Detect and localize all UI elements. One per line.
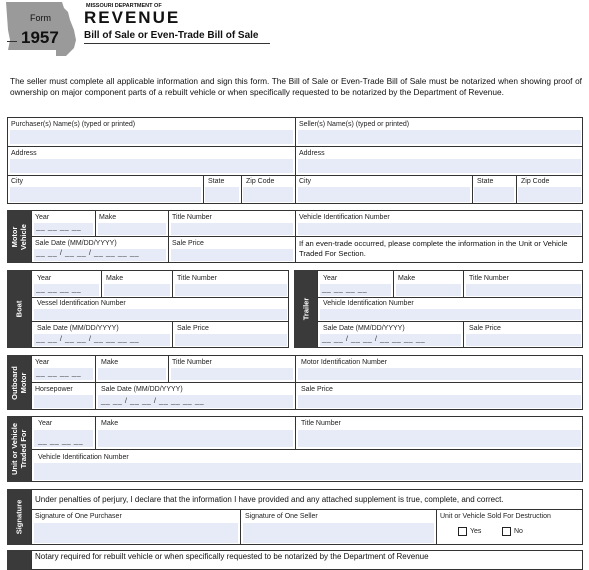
mv-sale-price-label: Sale Price — [172, 240, 204, 247]
purchaser-signature-label: Signature of One Purchaser — [35, 513, 122, 520]
seller-signature-label: Signature of One Seller — [245, 513, 318, 520]
mv-sale-date-blanks: __ __ / __ __ / __ __ __ __ — [36, 248, 140, 257]
ob-sale-date-label: Sale Date (MM/DD/YYYY) — [101, 386, 183, 393]
seller-address-field[interactable] — [298, 159, 581, 173]
ob-make-label: Make — [101, 359, 119, 366]
seller-address-label: Address — [299, 150, 325, 157]
tf-vin-field[interactable] — [34, 463, 581, 480]
trailer-title-field[interactable] — [466, 284, 581, 296]
even-trade-note: If an even-trade occurred, please complete the information in the Unit or Vehicle Traded For Section. — [299, 239, 568, 258]
seller-state-field[interactable] — [474, 187, 514, 202]
seller-signature-field[interactable] — [243, 523, 434, 543]
ob-sale-price-field[interactable] — [298, 395, 581, 408]
trailer-sale-price-label: Sale Price — [469, 325, 501, 332]
trailer-vin-label: Vehicle Identification Number — [323, 300, 414, 307]
notary-statement: Notary required for rebuilt vehicle or when specifically requested to be notarized by the Department of Revenue — [35, 552, 429, 561]
trailer-make-label: Make — [398, 275, 416, 282]
trailer-year-blanks: __ __ __ __ — [322, 284, 368, 293]
ob-sale-price-label: Sale Price — [301, 386, 333, 393]
trailer-year-label: Year — [323, 275, 338, 282]
seller-state-label: State — [477, 178, 494, 185]
ob-year-blanks: __ __ __ __ — [36, 368, 82, 377]
traded-for-section-tab: Unit or Vehicle Traded For — [7, 416, 31, 482]
purchaser-address-label: Address — [11, 150, 37, 157]
mv-sale-date-label: Sale Date (MM/DD/YYYY) — [35, 240, 117, 247]
destruction-label: Unit or Vehicle Sold For Destruction — [440, 513, 551, 520]
seller-city-label: City — [299, 178, 312, 185]
ob-year-label: Year — [35, 359, 50, 366]
boat-sale-date-blanks: __ __ / __ __ / __ __ __ __ — [36, 334, 140, 343]
purchaser-zip-label: Zip Code — [246, 178, 275, 185]
purchaser-signature-field[interactable] — [34, 523, 238, 543]
form-title: Bill of Sale or Even-Trade Bill of Sale — [84, 30, 259, 41]
tf-title-field[interactable] — [298, 430, 581, 447]
agency-small: MISSOURI DEPARTMENT OF — [86, 3, 162, 9]
seller-zip-label: Zip Code — [521, 178, 550, 185]
seller-name-label: Seller(s) Name(s) (typed or printed) — [299, 121, 410, 128]
boat-sale-price-field[interactable] — [175, 334, 287, 346]
purchaser-city-label: City — [11, 178, 24, 185]
perjury-statement: Under penalties of perjury, I declare that the information I have provided and any attached supplement is true, complete, and correct. — [35, 495, 504, 504]
mv-make-label: Make — [99, 214, 117, 221]
boat-vessel-id-field[interactable] — [34, 309, 287, 320]
trailer-sale-date-blanks: __ __ / __ __ / __ __ __ __ — [322, 334, 426, 343]
destruction-no-label: No — [514, 528, 523, 535]
ob-horsepower-label: Horsepower — [35, 386, 73, 393]
mv-year-label: Year — [35, 214, 50, 221]
seller-name-field[interactable] — [298, 130, 581, 144]
purchaser-name-label: Purchaser(s) Name(s) (typed or printed) — [11, 121, 136, 128]
ob-title-label: Title Number — [172, 359, 212, 366]
trailer-sale-date-label: Sale Date (MM/DD/YYYY) — [323, 325, 405, 332]
title-underline — [84, 43, 270, 44]
trailer-make-field[interactable] — [396, 284, 461, 296]
destruction-yes-checkbox[interactable] — [458, 527, 467, 536]
agency-logo-text: REVENUE — [84, 8, 181, 27]
purchaser-name-field[interactable] — [10, 130, 293, 144]
motor-vehicle-section-tab: Motor Vehicle — [7, 210, 31, 263]
intro-paragraph: The seller must complete all applicable information and sign this form. The Bill of Sale or Even-Trade Bill of Sale must be notarized when showing proof of ownership on major component parts of a rebuilt vehicle or when specifically requested to be notarized by the Department of Revenue. — [10, 76, 582, 97]
boat-vessel-id-label: Vessel Identification Number — [37, 300, 126, 307]
boat-year-label: Year — [37, 275, 52, 282]
form-number-dash — [7, 41, 17, 42]
trailer-section-tab: Trailer — [294, 270, 317, 348]
boat-make-label: Make — [106, 275, 124, 282]
purchaser-state-label: State — [208, 178, 225, 185]
trailer-vin-field[interactable] — [320, 309, 581, 320]
notary-section-tab — [7, 550, 31, 570]
boat-title-field[interactable] — [175, 284, 287, 296]
purchaser-city-field[interactable] — [10, 187, 201, 202]
form-label: Form — [30, 13, 51, 23]
signature-section-tab: Signature — [7, 489, 31, 545]
tf-make-label: Make — [101, 420, 119, 427]
ob-sale-date-blanks: __ __ / __ __ / __ __ __ __ — [101, 396, 205, 405]
tf-year-blanks: __ __ __ __ — [38, 436, 84, 445]
boat-sale-date-label: Sale Date (MM/DD/YYYY) — [37, 325, 119, 332]
trailer-sale-price-field[interactable] — [466, 334, 581, 346]
tf-title-label: Title Number — [301, 420, 341, 427]
mv-make-field[interactable] — [98, 223, 166, 235]
ob-title-field[interactable] — [171, 368, 293, 380]
boat-title-label: Title Number — [177, 275, 217, 282]
ob-horsepower-field[interactable] — [34, 395, 93, 408]
purchaser-zip-field[interactable] — [243, 187, 293, 202]
tf-make-field[interactable] — [98, 430, 293, 447]
purchaser-state-field[interactable] — [205, 187, 239, 202]
boat-section-tab: Boat — [7, 270, 31, 348]
boat-year-blanks: __ __ __ __ — [36, 284, 82, 293]
mv-title-field[interactable] — [171, 223, 293, 235]
ob-make-field[interactable] — [98, 368, 166, 380]
mv-year-blanks: __ __ __ __ — [36, 222, 82, 231]
mv-vin-label: Vehicle Identification Number — [299, 214, 390, 221]
mv-vin-field[interactable] — [298, 223, 581, 235]
mv-sale-price-field[interactable] — [171, 249, 293, 261]
mv-title-label: Title Number — [172, 214, 212, 221]
seller-zip-field[interactable] — [518, 187, 581, 202]
form-number: 1957 — [21, 28, 59, 47]
outboard-motor-section-tab: Outboard Motor — [7, 355, 31, 410]
seller-city-field[interactable] — [298, 187, 470, 202]
ob-motor-id-field[interactable] — [298, 368, 581, 380]
boat-sale-price-label: Sale Price — [177, 325, 209, 332]
tf-vin-label: Vehicle Identification Number — [38, 454, 129, 461]
destruction-yes-label: Yes — [470, 528, 482, 535]
purchaser-address-field[interactable] — [10, 159, 293, 173]
destruction-no-checkbox[interactable] — [502, 527, 511, 536]
ob-motor-id-label: Motor Identification Number — [301, 359, 387, 366]
tf-year-label: Year — [38, 420, 53, 427]
boat-make-field[interactable] — [104, 284, 170, 296]
trailer-title-label: Title Number — [469, 275, 509, 282]
